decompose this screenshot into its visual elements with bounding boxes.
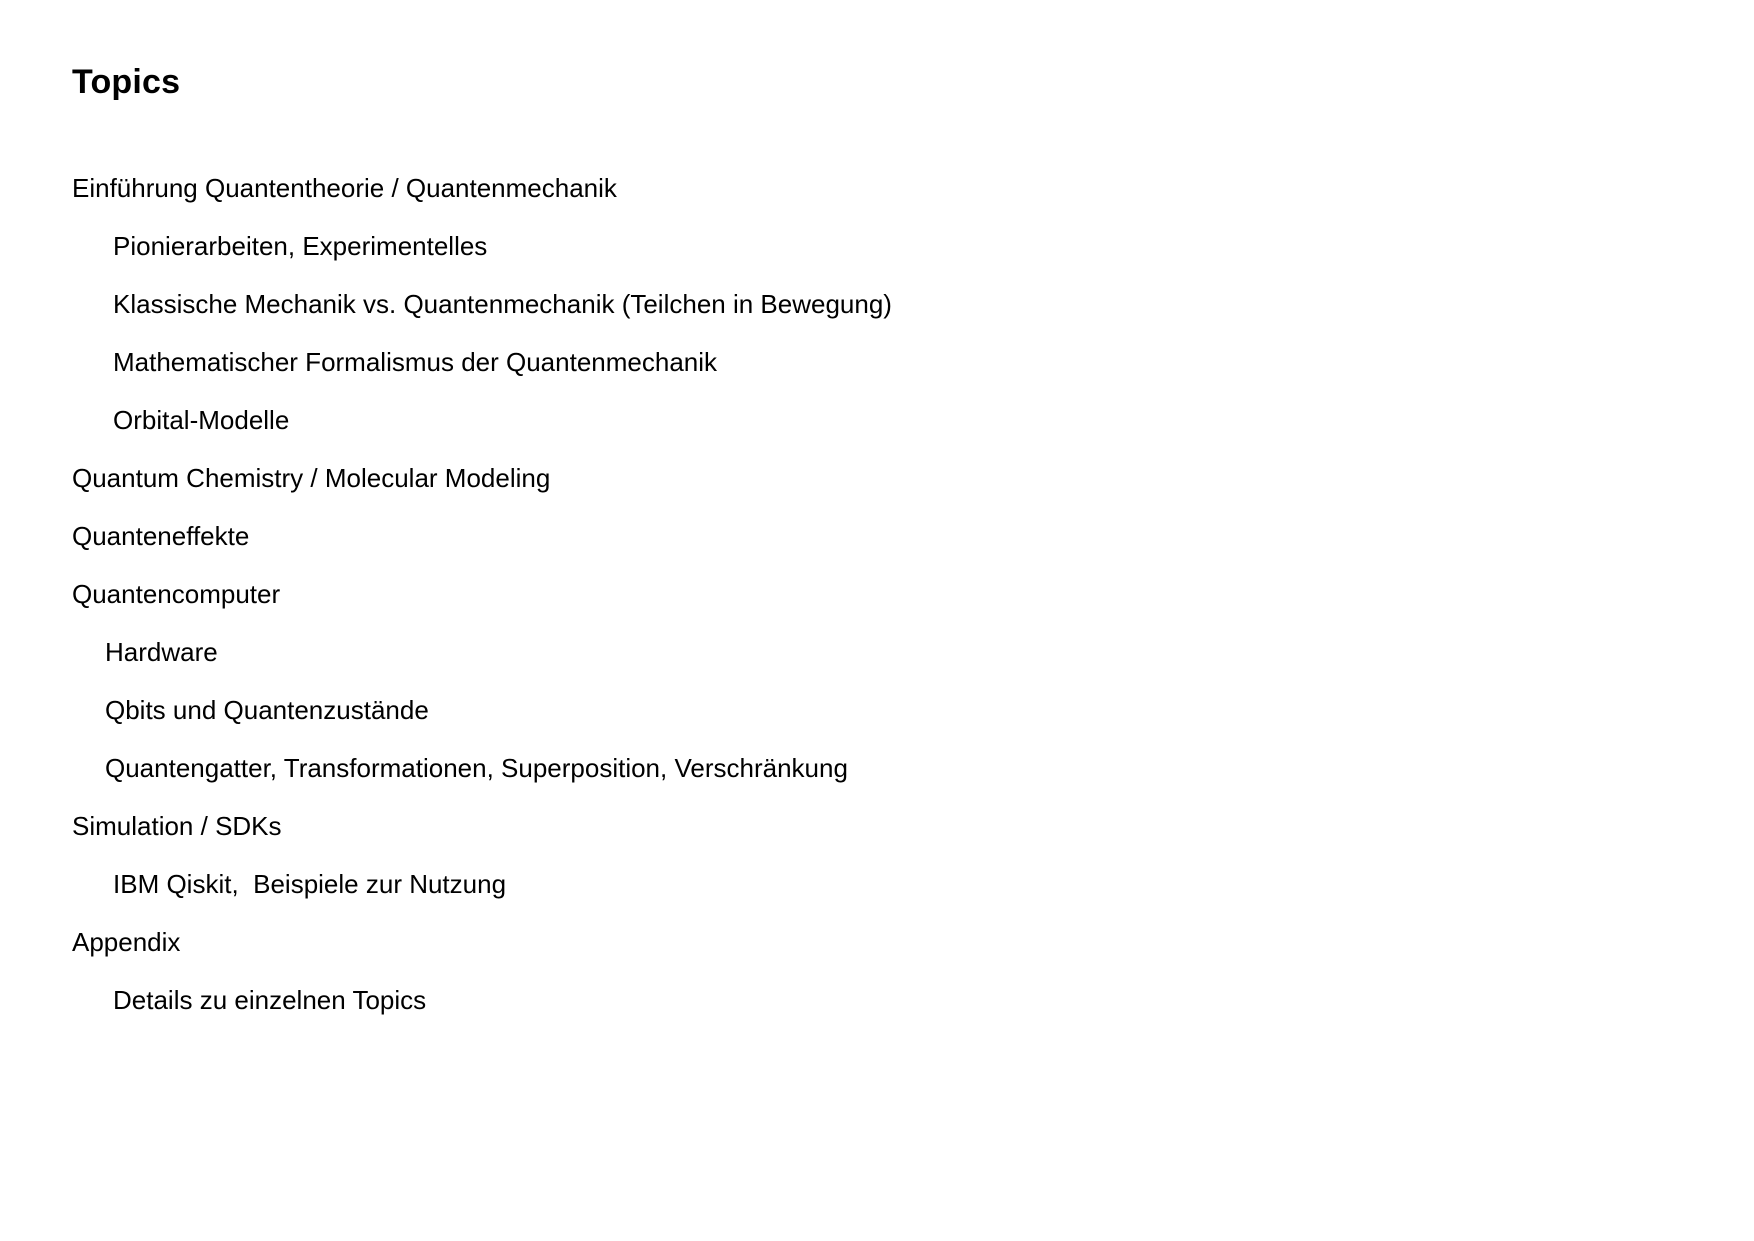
list-item: Quantencomputer	[72, 579, 281, 609]
list-item: Einführung Quantentheorie / Quantenmechanik	[72, 173, 617, 203]
list-item: IBM Qiskit, Beispiele zur Nutzung	[113, 869, 507, 899]
list-item: Orbital-Modelle	[113, 405, 290, 435]
list-item: Pionierarbeiten, Experimentelles	[113, 231, 488, 261]
list-item: Mathematischer Formalismus der Quantenmechanik	[113, 347, 718, 377]
list-item: Details zu einzelnen Topics	[113, 985, 427, 1015]
list-item: Qbits und Quantenzustände	[105, 695, 429, 725]
list-item: Quantum Chemistry / Molecular Modeling	[72, 463, 551, 493]
list-item: Appendix	[72, 927, 181, 957]
topics-list	[72, 175, 1672, 1045]
list-item: Simulation / SDKs	[72, 811, 282, 841]
list-item: Hardware	[105, 637, 218, 667]
list-item: Quantengatter, Transformationen, Superposition, Verschränkung	[105, 753, 848, 783]
list-item: Klassische Mechanik vs. Quantenmechanik (Teilchen in Bewegung)	[113, 289, 892, 319]
list-item: Quanteneffekte	[72, 521, 250, 551]
page-title: Topics	[72, 63, 181, 101]
